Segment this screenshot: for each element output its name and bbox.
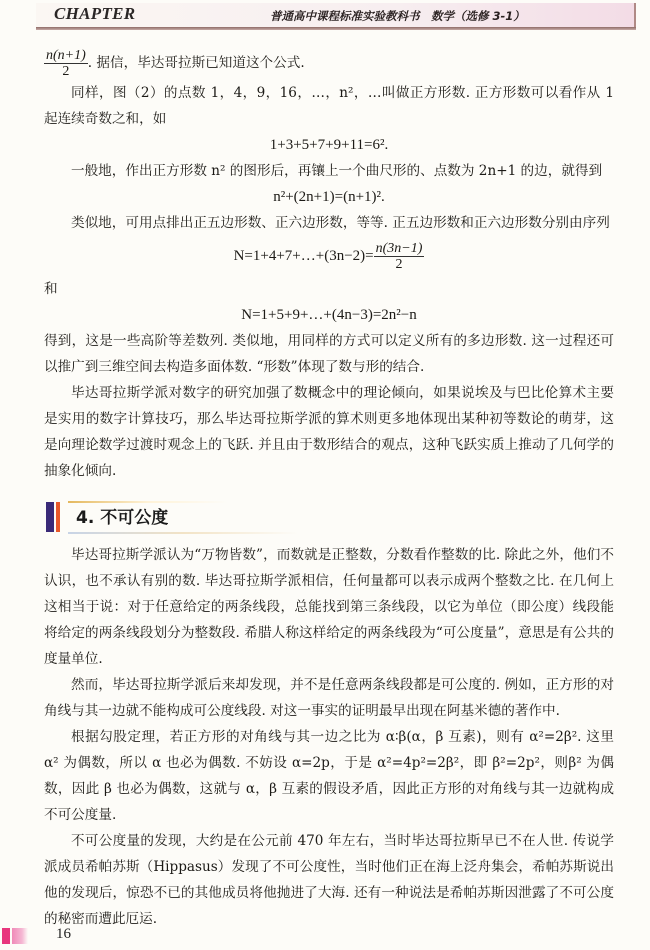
page-header [0,0,650,30]
formula-pentagonal: N=1+4+7+…+(3n−2)= $\frac{n(3n-1)}{2}$ [233,241,423,273]
paragraph-square-numbers: 同样，图（2）的点数 1，4，9，16，…，n²，…叫做正方形数. 正方形数可以看作从 1 起连续奇数之和，如 [44,85,614,127]
section-rule-top [68,501,228,503]
section-title: 4. 不可公度 [76,508,169,528]
paragraph-hippasus: 不可公度量的发现，大约是在公元前 470 年左右，当时毕达哥拉斯早已不在人世. 传说学派成员希帕苏斯（Hippasus）发现了不可公度性，当时他们正在海上泛舟集会，希帕苏斯说出他的发现后，惊恐不已的其他成员将他抛进了大海. 还有一种说法是希帕苏斯因泄露了不可公度的秘密而遭此厄运. [44,833,614,927]
fraction-triangular: $\frac{n(n+1)}{2}$ [46,48,86,79]
section-heading [44,498,614,540]
section-rule-bottom [68,532,298,534]
intro-line [44,46,614,80]
paragraph-proof: 根据勾股定理，若正方形的对角线与其一边之比为 α∶β(α，β 互素)，则有 α²=2β². 这里 α² 为偶数，所以 α 也必为偶数. 不妨设 α=2p，于是 α²=4p²=2β²，即 β²=2p²，则β² 为偶数，因此 β 也必为偶数，这就与 α，β 互素的假设矛盾，因此正方形的对角线与其一边就构成不可公度量. [44,729,614,823]
header-rule [36,27,636,30]
and-label: 和 [44,281,58,297]
section-bar-icon [46,502,54,532]
paragraph-square-step: 一般地，作出正方形数 n² 的图形后，再镶上一个曲尺形的、点数为 2n+1 的边，就得到 [71,163,603,179]
page-content [44,48,614,932]
page-marker-icon [2,928,28,944]
paragraph-polygon-numbers: 类似地，可用点排出正五边形数、正六边形数，等等. 正五边形数和正六边形数分别由序列 [71,215,610,231]
book-title: 普通高中课程标准实验教科书 数学（选修 3-1） [270,9,525,23]
section-accent-bar-icon [56,502,60,532]
paragraph-discovery: 然而，毕达哥拉斯学派后来却发现，并不是任意两条线段都是可公度的. 例如，正方形的对角线与其一边就不能构成可公度线段. 对这一事实的证明最早出现在阿基米德的著作中. [44,677,614,719]
paragraph-higher-order: 得到，这是一些高阶等差数列. 类似地，用同样的方式可以定义所有的多边形数. 这一过程还可以推广到三维空间去构造多面体数. “形数”体现了数与形的结合. [44,333,614,375]
formula-hexagonal: N=1+5+9+…+(4n−3)=2n²−n [241,307,417,323]
paragraph-theory: 毕达哥拉斯学派对数字的研究加强了数概念中的理论倾向，如果说埃及与巴比伦算术主要是实用的数字计算技巧，那么毕达哥拉斯学派的算术则更多地体现出某种初等数论的萌芽，这是向理论数学过渡时观念上的飞跃. 并且由于数形结合的观点，这种飞跃实质上推动了几何学的抽象化倾向. [44,385,614,479]
page-number: 16 [56,926,71,942]
paragraph-all-is-number: 毕达哥拉斯学派认为“万物皆数”，而数就是正整数，分数看作整数的比. 除此之外，他们不认识，也不承认有别的数. 毕达哥拉斯学派相信，任何量都可以表示成两个整数之比. 在几何上这相当于说：对于任意给定的两条线段，总能找到第三条线段，以它为单位（即公度）线段能将给定的两条线段划分为整数段. 希腊人称这样给定的两条线段为“可公度量”，意思是有公共的度量单位. [44,547,614,667]
chapter-label: CHAPTER [54,4,136,23]
intro-tail: . 据信，毕达哥拉斯已知道这个公式. [87,55,305,71]
formula-square-step: n²+(2n+1)=(n+1)². [273,189,385,205]
formula-odd-sum: 1+3+5+7+9+11=6². [269,137,389,153]
fraction-pentagonal: $\frac{n(3n-1)}{2}$ [375,241,423,273]
